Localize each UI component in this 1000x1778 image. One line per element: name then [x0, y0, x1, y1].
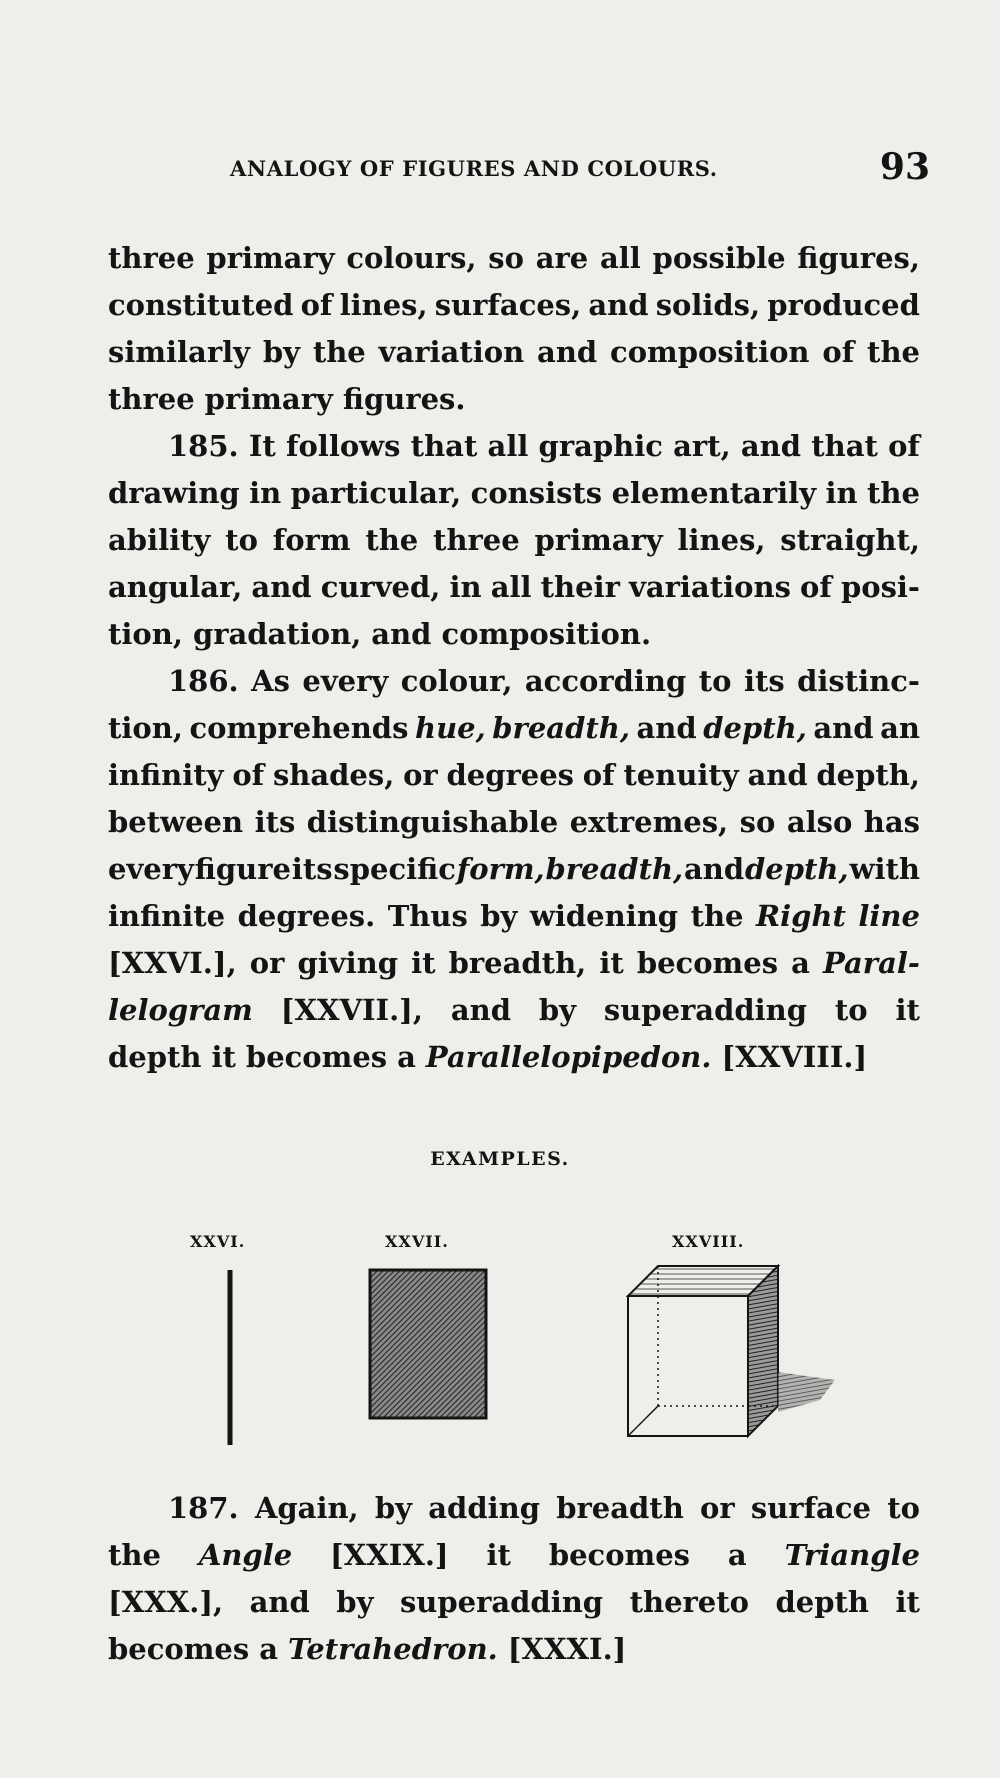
body-text-line: infinite degrees. Thus by widening the Right line — [108, 899, 920, 933]
body-text-line: constituted of lines, surfaces, and solids, produced — [108, 288, 920, 322]
body-text-continued-line: [XXX.], and by superadding thereto depth it — [108, 1585, 920, 1619]
running-head: ANALOGY OF FIGURES AND COLOURS. — [230, 156, 718, 181]
body-text-continued-line: 187. Again, by adding breadth or surface to — [168, 1491, 920, 1525]
body-text-line: angular, and curved, in all their variations of posi- — [108, 570, 920, 604]
figure-label-xxvii: XXVII. — [385, 1232, 449, 1251]
body-text-line: between its distinguishable extremes, so also has — [108, 805, 920, 839]
examples-heading: EXAMPLES. — [430, 1148, 570, 1170]
body-text-line: every figure its specific form, breadth, and depth, with — [108, 852, 920, 886]
body-text-line: drawing in particular, consists elementarily in the — [108, 476, 920, 510]
figure-label-xxviii: XXVIII. — [672, 1232, 745, 1251]
body-text — [108, 235, 920, 1081]
body-text-line: ability to form the three primary lines, straight, — [108, 523, 920, 557]
body-text-line: three primary colours, so are all possible figures, — [108, 241, 920, 275]
page-number: 93 — [879, 146, 930, 188]
body-text-line: similarly by the variation and composition of the — [108, 335, 920, 369]
body-text-line: three primary figures. — [108, 382, 466, 416]
body-text-continued — [108, 1485, 920, 1673]
body-text-continued-line: the Angle [XXIX.] it becomes a Triangle — [108, 1538, 920, 1572]
body-text-line: tion, comprehends hue, breadth, and depth, and an — [108, 711, 920, 745]
parallelopipedon-figure — [620, 1262, 840, 1442]
body-text-line: lelogram [XXVII.], and by superadding to it — [108, 993, 920, 1027]
figure-label-xxvi: XXVI. — [190, 1232, 246, 1251]
page-header — [110, 146, 930, 190]
body-text-line: infinity of shades, or degrees of tenuity and depth, — [108, 758, 920, 792]
body-text-line: tion, gradation, and composition. — [108, 617, 652, 651]
body-text-continued-line: becomes a Tetrahedron. [XXXI.] — [108, 1632, 627, 1666]
parallelogram-figure — [368, 1268, 488, 1420]
body-text-line: [XXVI.], or giving it breadth, it becomes a Paral- — [108, 946, 920, 980]
body-text-line: depth it becomes a Parallelopipedon. [XXVIII.] — [108, 1040, 868, 1074]
right-line-figure — [220, 1270, 240, 1445]
body-text-line: 186. As every colour, according to its distinc- — [168, 664, 920, 698]
body-text-line: 185. It follows that all graphic art, and that of — [168, 429, 920, 463]
